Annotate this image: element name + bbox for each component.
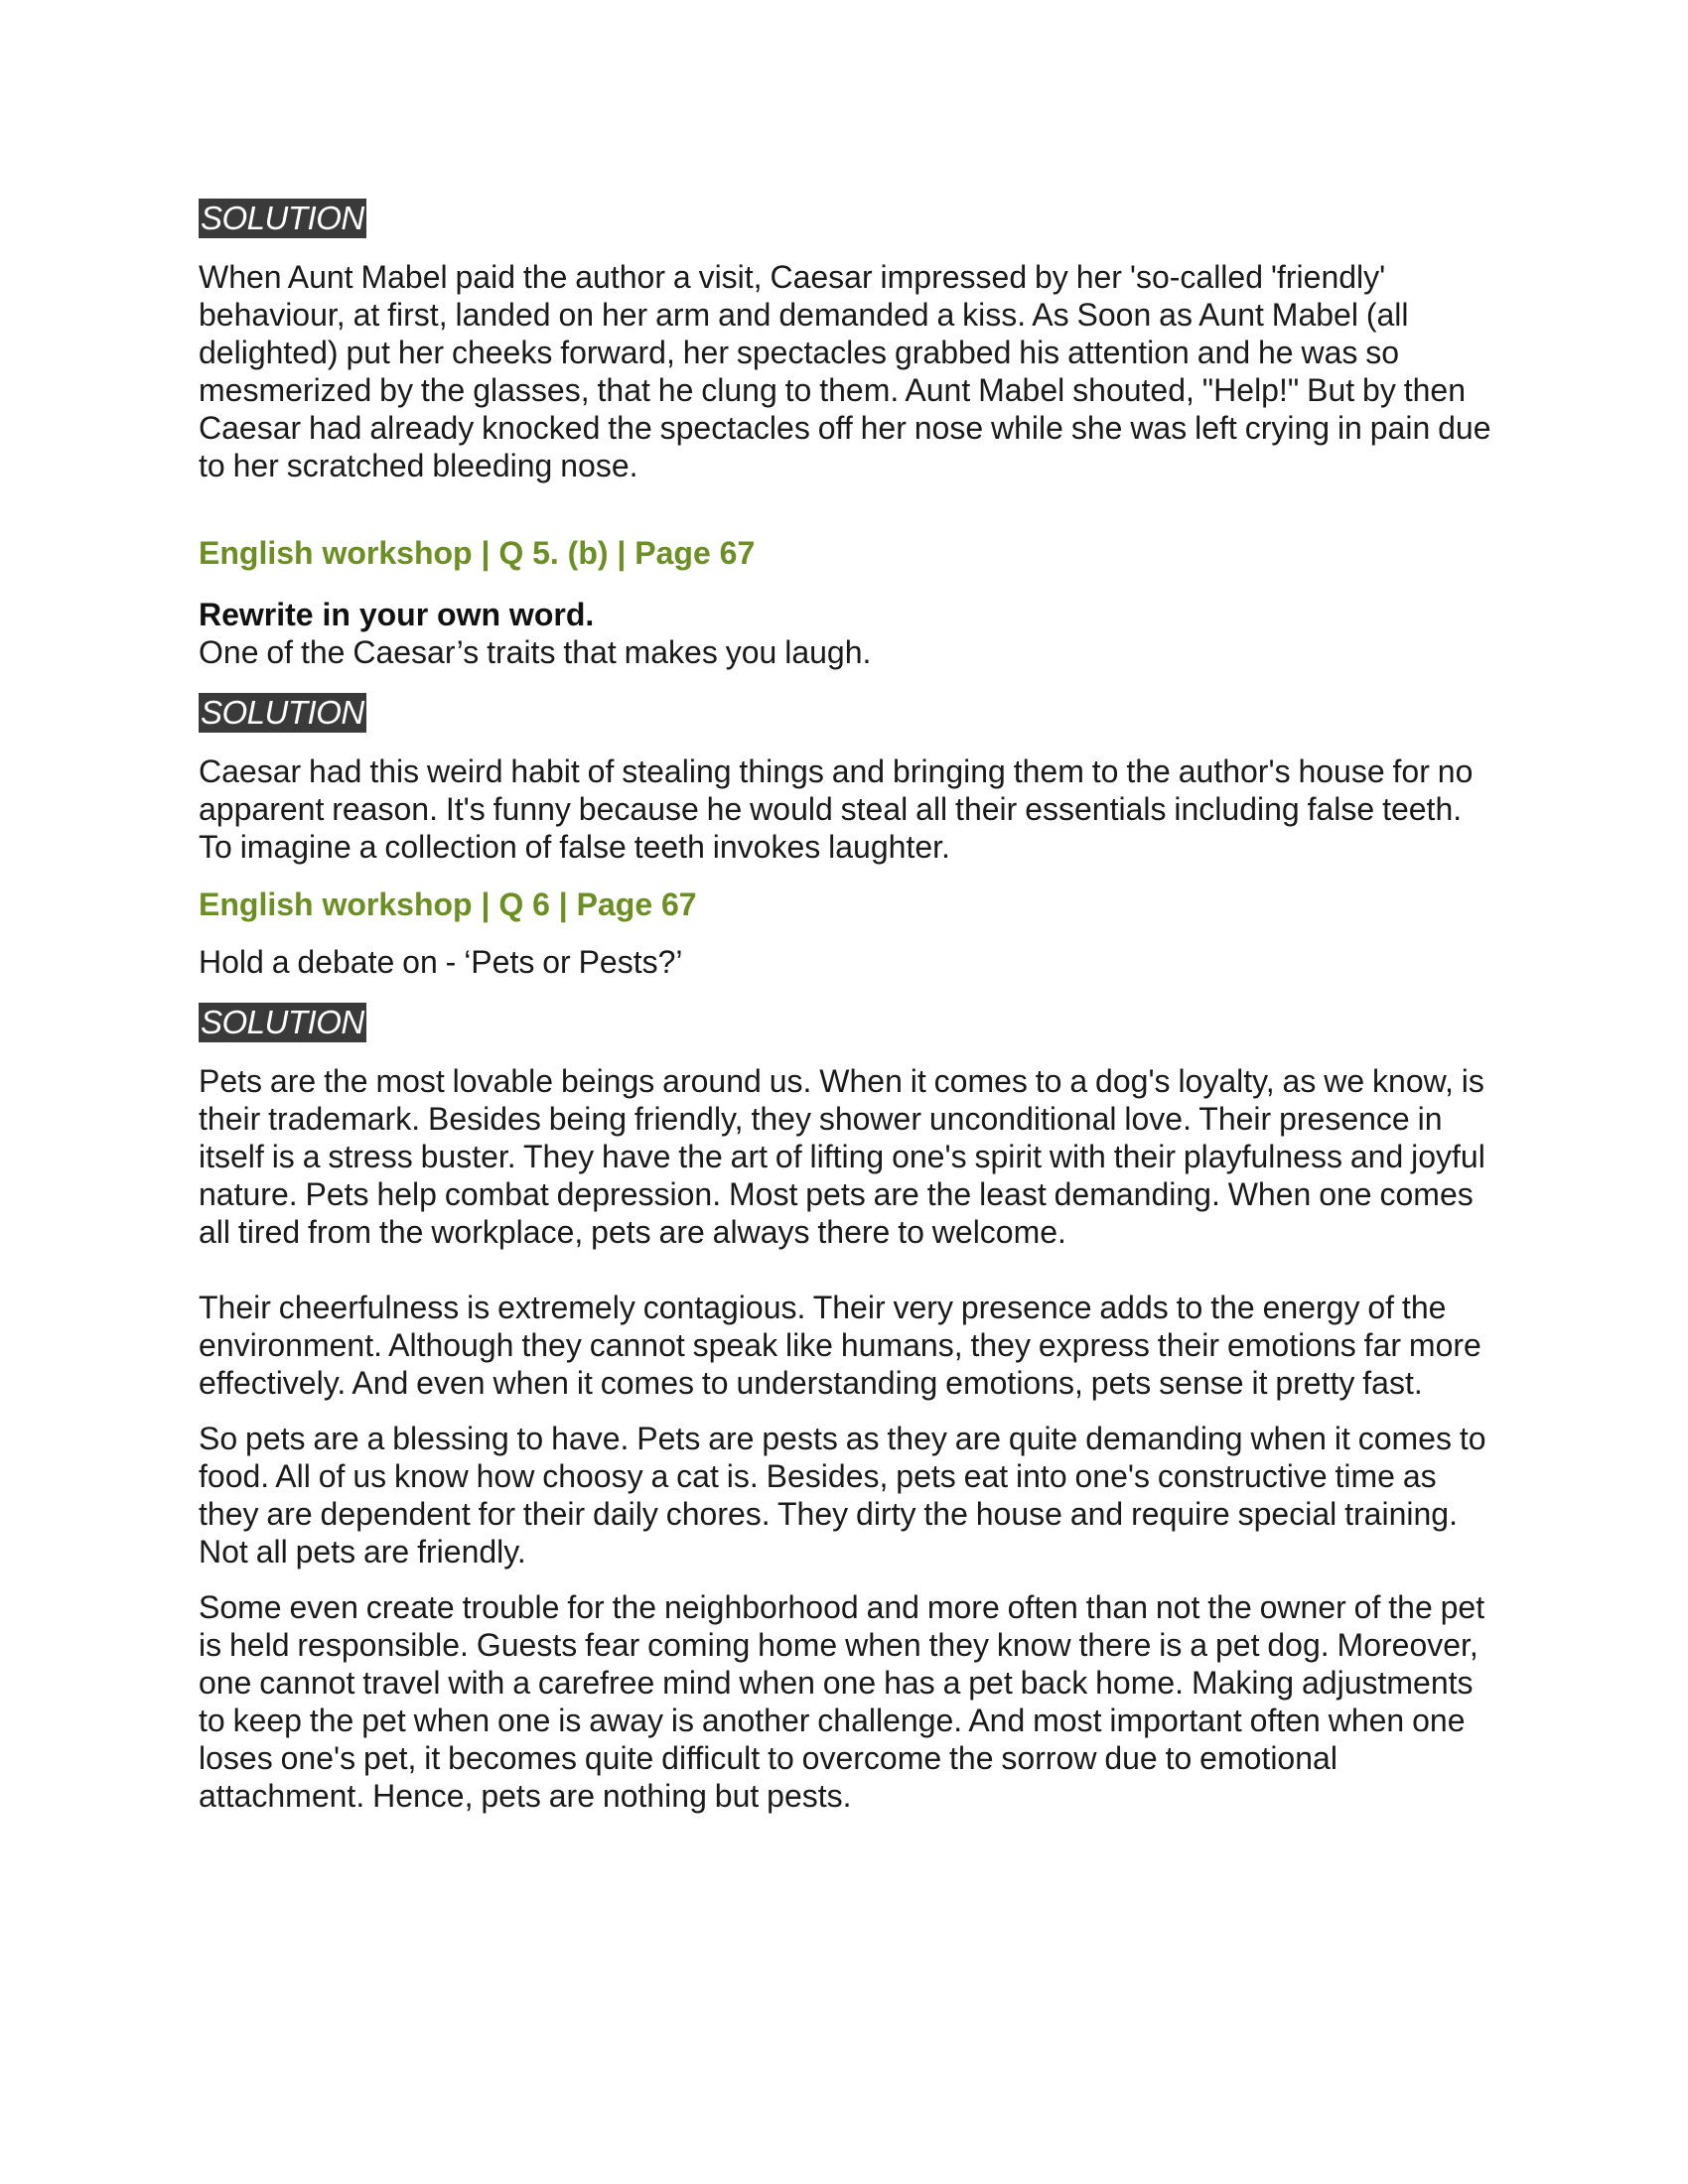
answer-paragraph-1: When Aunt Mabel paid the author a visit, Caesar impressed by her 'so-called 'friendly' behaviour, at first, landed on her arm and demanded a kiss. As Soon as Aunt Mabel (all delighted) put her cheeks forward, her spectacles grabbed his attention and he was so mesmerized by the glasses, that he clung to them. Aunt Mabel shouted, "Help!" But by then Caesar had already knocked the spectacles off her nose while she was left crying in pain due to her scratched bleeding nose. xyxy=(199,259,1491,483)
question-5b-prompt: One of the Caesar’s traits that makes you laugh. xyxy=(199,634,872,670)
solution-badge-3 xyxy=(199,1003,1499,1042)
question-6-heading: English workshop | Q 6 | Page 67 xyxy=(199,887,697,922)
document-page xyxy=(199,199,1499,1815)
question-5b-instruction: Rewrite in your own word. xyxy=(199,597,595,632)
debate-paragraph-3: So pets are a blessing to have. Pets are pests as they are quite demanding when it comes to food. All of us know how choosy a cat is. Besides, pets eat into one's constructive time as they are dependent for their daily chores. They dirty the house and require special training. Not all pets are friendly. xyxy=(199,1421,1486,1570)
solution-label: SOLUTION xyxy=(201,200,364,236)
debate-paragraph-2: Their cheerfulness is extremely contagious. Their very presence adds to the energy of the environment. Although they cannot speak like humans, they express their emotions far more effectively. And even when it comes to understanding emotions, pets sense it pretty fast. xyxy=(199,1290,1481,1401)
solution-badge-2 xyxy=(199,693,1499,733)
answer-paragraph-2: Caesar had this weird habit of stealing things and bringing them to the author's house for no apparent reason. It's funny because he would steal all their essentials including false teeth. To imagine a collection of false teeth invokes laughter. xyxy=(199,753,1474,865)
question-5b-heading: English workshop | Q 5. (b) | Page 67 xyxy=(199,535,756,571)
debate-paragraph-1: Pets are the most lovable beings around us. When it comes to a dog's loyalty, as we know, is their trademark. Besides being friendly, they shower unconditional love. Their presence in itself is a stress buster. They have the art of lifting one's spirit with their playfulness and joyful nature. Pets help combat depression. Most pets are the least demanding. When one comes all tired from the workplace, pets are always there to welcome. xyxy=(199,1063,1485,1250)
question-6-prompt: Hold a debate on - ‘Pets or Pests?’ xyxy=(199,944,683,980)
solution-label: SOLUTION xyxy=(201,1004,364,1040)
solution-label: SOLUTION xyxy=(201,694,364,731)
solution-badge-1 xyxy=(199,199,1499,238)
debate-paragraph-4: Some even create trouble for the neighborhood and more often than not the owner of the pet is held responsible. Guests fear coming home when they know there is a pet dog. Moreover, one cannot travel with a carefree mind when one has a pet back home. Making adjustments to keep the pet when one is away is another challenge. And most important often when one loses one's pet, it becomes quite difficult to overcome the sorrow due to emotional attachment. Hence, pets are nothing but pests. xyxy=(199,1589,1485,1814)
